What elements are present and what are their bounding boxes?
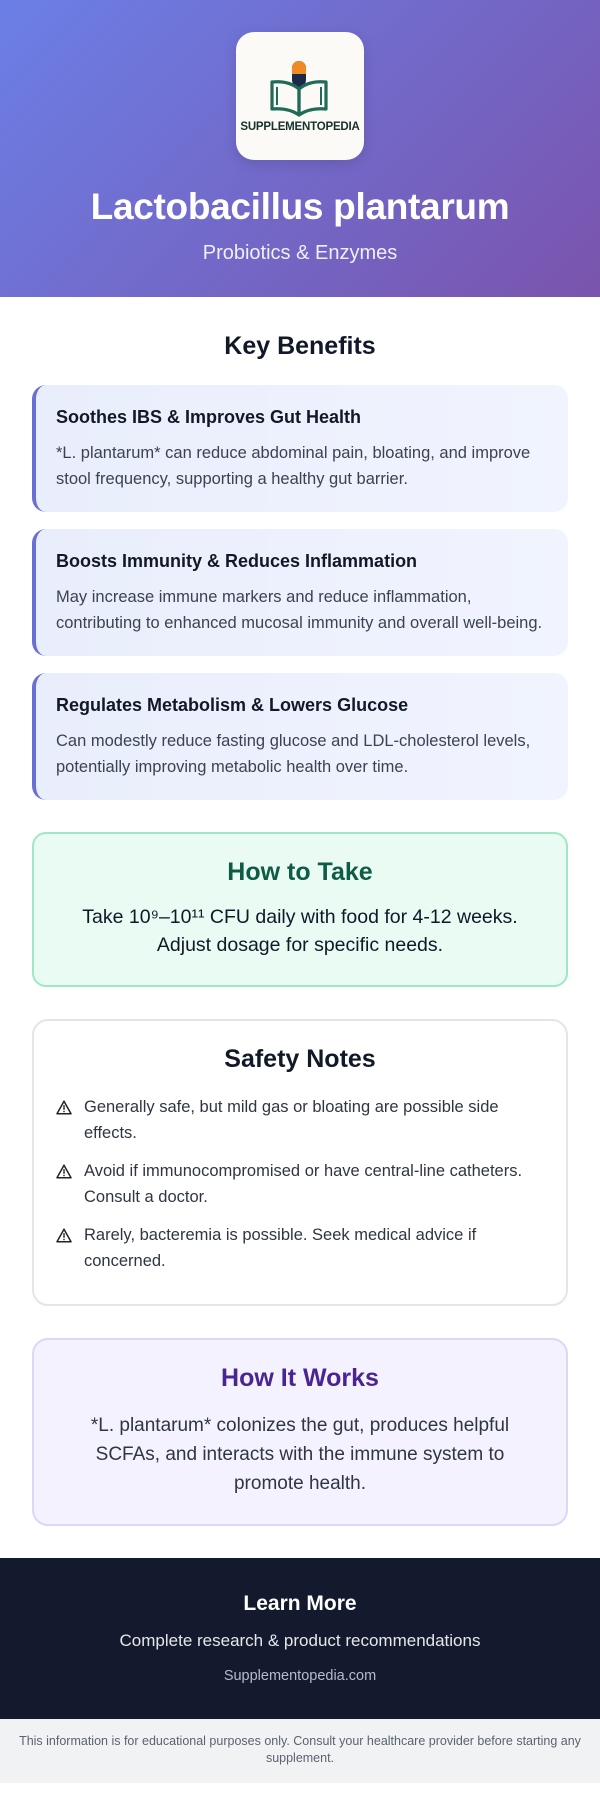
page-subtitle: Probiotics & Enzymes — [202, 242, 398, 264]
learn-more-title: Learn More — [243, 1592, 357, 1615]
how-to-take-title: How to Take — [227, 858, 373, 886]
page-title: Lactobacillus plantarum — [90, 186, 510, 227]
benefit-card — [32, 529, 568, 656]
brand-logo — [236, 32, 364, 160]
benefit-text: *L. plantarum* can reduce abdominal pain, bloating, and improve stool frequency, supporting a healthy gut barrier. — [56, 444, 531, 488]
footer — [0, 1558, 600, 1783]
benefit-heading: Soothes IBS & Improves Gut Health — [56, 407, 362, 427]
safety-item-text: Generally safe, but mild gas or bloating are possible side effects. — [84, 1098, 499, 1142]
benefit-text: Can modestly reduce fasting glucose and LDL-cholesterol levels, potentially improving metabolic health over time. — [56, 732, 531, 776]
how-it-works-title: How It Works — [221, 1364, 379, 1392]
benefit-heading: Boosts Immunity & Reduces Inflammation — [56, 551, 418, 571]
benefit-card — [32, 673, 568, 800]
safety-notes-card — [32, 1019, 568, 1306]
safety-item — [56, 1222, 544, 1274]
learn-more-section — [0, 1558, 600, 1719]
book-with-capsule-icon — [268, 59, 332, 117]
how-it-works-text: *L. plantarum* colonizes the gut, produces helpful SCFAs, and interacts with the immune system to promote health. — [90, 1415, 510, 1494]
warning-icon — [56, 1158, 84, 1184]
safety-item — [56, 1094, 544, 1146]
safety-notes-title: Safety Notes — [224, 1045, 376, 1073]
warning-icon — [56, 1222, 84, 1248]
safety-item — [56, 1158, 544, 1210]
benefits-title: Key Benefits — [224, 332, 376, 360]
benefit-card — [32, 385, 568, 512]
safety-item-text: Avoid if immunocompromised or have central-line catheters. Consult a doctor. — [84, 1162, 523, 1206]
warning-icon — [56, 1094, 84, 1120]
benefit-heading: Regulates Metabolism & Lowers Glucose — [56, 695, 409, 715]
main-content — [0, 332, 600, 1526]
hero-header — [0, 0, 600, 297]
how-to-take-text: Take 10⁹–10¹¹ CFU daily with food for 4-12 weeks. Adjust dosage for specific needs. — [82, 906, 518, 956]
benefit-text: May increase immune markers and reduce inflammation, contributing to enhanced mucosal immunity and overall well-being. — [56, 588, 543, 632]
brand-logo-text: SUPPLEMENTOPEDIA — [240, 121, 360, 133]
how-it-works-card — [32, 1338, 568, 1526]
safety-item-text: Rarely, bacteremia is possible. Seek medical advice if concerned. — [84, 1226, 477, 1270]
how-to-take-card — [32, 832, 568, 987]
disclaimer-text: This information is for educational purposes only. Consult your healthcare provider before starting any supplement. — [0, 1719, 600, 1783]
learn-more-subtitle: Complete research & product recommendations — [119, 1631, 481, 1650]
website-link[interactable]: Supplementopedia.com — [223, 1668, 377, 1684]
